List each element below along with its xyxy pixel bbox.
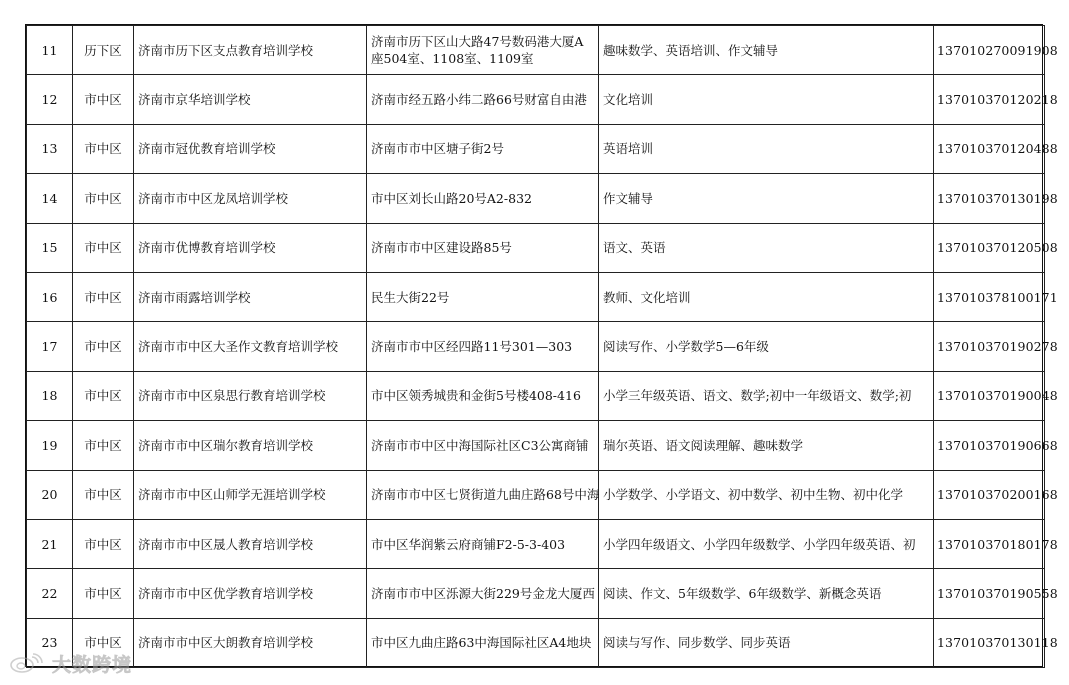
district-cell: 市中区 [73, 618, 134, 667]
courses-cell: 阅读与写作、同步数学、同步英语 [599, 618, 934, 667]
courses-cell: 阅读写作、小学数学5—6年级 [599, 322, 934, 371]
license-code-cell: 137010370130198 [934, 174, 1045, 223]
address-cell: 济南市市中区经四路11号301—303 [367, 322, 599, 371]
school-name-cell: 济南市优博教育培训学校 [134, 223, 367, 272]
courses-cell: 语文、英语 [599, 223, 934, 272]
courses-cell: 作文辅导 [599, 174, 934, 223]
address-cell: 济南市经五路小纬二路66号财富自由港 [367, 75, 599, 124]
address-cell: 市中区九曲庄路63中海国际社区A4地块 [367, 618, 599, 667]
district-cell: 市中区 [73, 519, 134, 568]
district-cell: 市中区 [73, 371, 134, 420]
license-code-cell: 137010370190558 [934, 569, 1045, 618]
table-row [27, 569, 1045, 618]
row-number: 11 [27, 26, 73, 75]
school-name-cell: 济南市市中区泉思行教育培训学校 [134, 371, 367, 420]
courses-cell: 文化培训 [599, 75, 934, 124]
courses-cell: 瑞尔英语、语文阅读理解、趣味数学 [599, 421, 934, 470]
school-table-sheet [25, 24, 1058, 667]
address-cell: 市中区刘长山路20号A2-832 [367, 174, 599, 223]
school-name-cell: 济南市市中区瑞尔教育培训学校 [134, 421, 367, 470]
school-table [26, 25, 1058, 668]
school-name-cell: 济南市冠优教育培训学校 [134, 124, 367, 173]
table-row [27, 470, 1045, 519]
license-code-cell: 137010370200168 [934, 470, 1045, 519]
school-name-cell: 济南市市中区山师学无涯培训学校 [134, 470, 367, 519]
courses-cell: 小学四年级语文、小学四年级数学、小学四年级英语、初 [599, 519, 934, 568]
row-number: 18 [27, 371, 73, 420]
address-cell: 济南市市中区中海国际社区C3公寓商铺 [367, 421, 599, 470]
row-number: 16 [27, 272, 73, 321]
school-name-cell: 济南市京华培训学校 [134, 75, 367, 124]
license-code-cell: 137010370190668 [934, 421, 1045, 470]
license-code-cell: 137010270091908 [934, 26, 1045, 75]
table-body [27, 26, 1058, 668]
district-cell: 市中区 [73, 470, 134, 519]
district-cell: 市中区 [73, 569, 134, 618]
row-number: 20 [27, 470, 73, 519]
license-code-cell: 137010370120488 [934, 124, 1045, 173]
table-row [27, 519, 1045, 568]
row-number: 14 [27, 174, 73, 223]
district-cell: 市中区 [73, 223, 134, 272]
row-number: 19 [27, 421, 73, 470]
table-row [27, 371, 1045, 420]
row-number: 22 [27, 569, 73, 618]
row-number: 15 [27, 223, 73, 272]
table-row [27, 26, 1045, 75]
row-number: 17 [27, 322, 73, 371]
school-name-cell: 济南市历下区支点教育培训学校 [134, 26, 367, 75]
courses-cell: 阅读、作文、5年级数学、6年级数学、新概念英语 [599, 569, 934, 618]
license-code-cell: 137010370120508 [934, 223, 1045, 272]
courses-cell: 小学三年级英语、语文、数学;初中一年级语文、数学;初 [599, 371, 934, 420]
table-row [27, 421, 1045, 470]
address-cell: 济南市市中区七贤街道九曲庄路68号中海 [367, 470, 599, 519]
address-cell: 市中区华润紫云府商铺F2-5-3-403 [367, 519, 599, 568]
school-name-cell: 济南市市中区优学教育培训学校 [134, 569, 367, 618]
district-cell: 市中区 [73, 421, 134, 470]
courses-cell: 英语培训 [599, 124, 934, 173]
watermark-text: 大数跨境 [52, 653, 133, 676]
license-code-cell: 137010370130118 [934, 618, 1045, 667]
address-cell: 济南市市中区建设路85号 [367, 223, 599, 272]
district-cell: 市中区 [73, 322, 134, 371]
license-code-cell: 137010378100171 [934, 272, 1045, 321]
license-code-cell: 137010370190278 [934, 322, 1045, 371]
district-cell: 市中区 [73, 174, 134, 223]
school-name-cell: 济南市雨露培训学校 [134, 272, 367, 321]
address-cell: 民生大街22号 [367, 272, 599, 321]
table-row [27, 618, 1045, 667]
district-cell: 市中区 [73, 75, 134, 124]
address-cell: 济南市历下区山大路47号数码港大厦A座504室、1108室、1109室 [367, 26, 599, 75]
school-name-cell: 济南市市中区大圣作文教育培训学校 [134, 322, 367, 371]
table-row [27, 75, 1045, 124]
district-cell: 市中区 [73, 272, 134, 321]
courses-cell: 教师、文化培训 [599, 272, 934, 321]
license-code-cell: 137010370180178 [934, 519, 1045, 568]
table-row [27, 322, 1045, 371]
row-number: 13 [27, 124, 73, 173]
courses-cell: 趣味数学、英语培训、作文辅导 [599, 26, 934, 75]
table-row [27, 272, 1045, 321]
address-cell: 市中区领秀城贵和金街5号楼408-416 [367, 371, 599, 420]
license-code-cell: 137010370190048 [934, 371, 1045, 420]
school-name-cell: 济南市市中区龙凤培训学校 [134, 174, 367, 223]
row-number: 12 [27, 75, 73, 124]
license-code-cell: 137010370120218 [934, 75, 1045, 124]
table-row [27, 124, 1045, 173]
row-number: 23 [27, 618, 73, 667]
district-cell: 市中区 [73, 124, 134, 173]
school-name-cell: 济南市市中区大朗教育培训学校 [134, 618, 367, 667]
table-row [27, 223, 1045, 272]
address-cell: 济南市市中区塘子街2号 [367, 124, 599, 173]
district-cell: 历下区 [73, 26, 134, 75]
table-row [27, 174, 1045, 223]
row-number: 21 [27, 519, 73, 568]
courses-cell: 小学数学、小学语文、初中数学、初中生物、初中化学 [599, 470, 934, 519]
school-name-cell: 济南市市中区晟人教育培训学校 [134, 519, 367, 568]
address-cell: 济南市市中区泺源大街229号金龙大厦西 [367, 569, 599, 618]
